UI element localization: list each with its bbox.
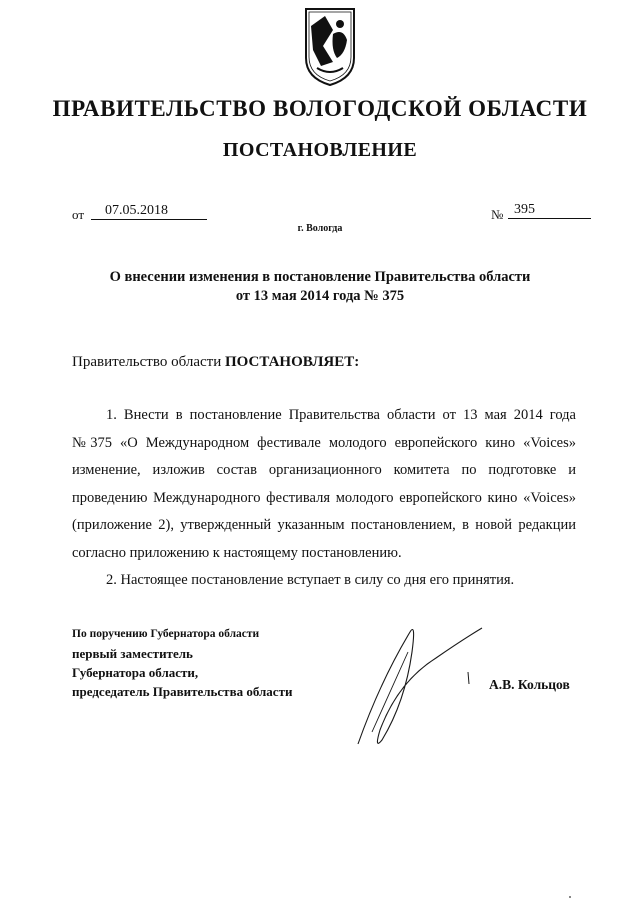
signatory-name: А.В. Кольцов <box>489 677 570 692</box>
paragraph-2: 2. Настоящее постановление вступает в силу со дня его принятия. <box>106 572 515 588</box>
organization-title: ПРАВИТЕЛЬСТВО ВОЛОГОДСКОЙ ОБЛАСТИ <box>52 96 588 121</box>
heading-line-1: О внесении изменения в постановление Правительства области <box>109 269 531 285</box>
scan-dot <box>569 896 571 898</box>
preamble-emphasis: ПОСТАНОВЛЯЕТ: <box>224 354 360 370</box>
document-heading <box>0 268 640 306</box>
document-date: 07.05.2018 <box>91 203 207 220</box>
document-number: 395 <box>508 202 591 219</box>
signatory-line-1: По поручению Губернатора области <box>72 628 260 640</box>
body <box>72 402 576 595</box>
heading-line-2: от 13 мая 2014 года № 375 <box>235 288 405 304</box>
signatory-line-3: Губернатора области, <box>72 665 199 680</box>
signatory-line-4: председатель Правительства области <box>72 684 293 699</box>
coat-of-arms-icon <box>303 6 357 88</box>
preamble-text: Правительство области <box>72 354 225 370</box>
number-prefix: № <box>491 207 504 222</box>
signatory-line-2: первый заместитель <box>72 646 193 661</box>
paragraph-1: 1. Внести в постановление Правительства области от 13 мая 2014 года №375 «О Международном фестивале молодого европейского кино «Voices» изменение, изложив состав организационного комитета по подготовке и проведению Международного фестиваля молодого европейского кино «Voices» (приложение 2), утвержденный указанным постановлением, в новой редакции согласно приложению к настоящему постановлению. <box>72 407 576 561</box>
handwritten-signature <box>350 612 500 752</box>
preamble <box>72 354 359 371</box>
signatory-block <box>72 625 292 701</box>
city: г. Вологда <box>297 223 343 234</box>
document-type: ПОСТАНОВЛЕНИЕ <box>222 139 418 161</box>
date-prefix: от <box>72 207 85 222</box>
